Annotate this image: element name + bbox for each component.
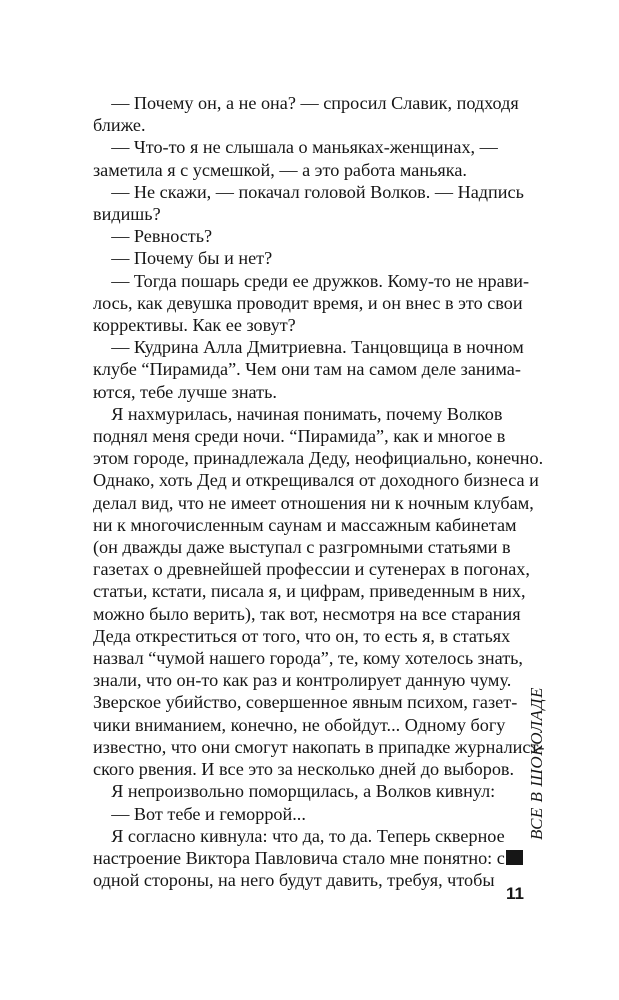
text-line: лось, как девушка проводит время, и он внес в это свои <box>93 292 523 313</box>
text-line: клубе “Пирамида”. Чем они там на самом деле занима- <box>93 359 521 380</box>
text-line: — Что-то я не слышала о маньяках-женщинах, — <box>93 137 498 158</box>
page-number: 11 <box>506 884 524 903</box>
running-title: ВСЕ В ШОКОЛАДЕ <box>527 687 546 840</box>
text-line: Я согласно кивнула: что да, то да. Теперь скверное <box>93 825 505 846</box>
text-line: знали, что он-то как раз и контролирует данную чуму. <box>93 670 512 691</box>
text-line: ского рвения. И все это за несколько дней до выборов. <box>93 759 515 780</box>
text-line: — Почему он, а не она? — спросил Славик, подходя <box>93 93 519 113</box>
text-line: назвал “чумой нашего города”, те, кому хотелось знать, <box>93 648 523 669</box>
text-line: — Ревность? <box>93 226 213 247</box>
text-line: Деда откреститься от того, что он, то есть я, в статьях <box>93 625 511 646</box>
text-line: делал вид, что не имеет отношения ни к ночным клубам, <box>93 492 534 513</box>
text-line: — Вот тебе и геморрой... <box>93 803 306 824</box>
text-line: настроение Виктора Павловича стало мне понятно: с <box>93 847 505 868</box>
text-line: Я непроизвольно поморщилась, а Волков кивнул: <box>93 781 496 802</box>
text-line: известно, что они смогут накопать в припадке журналист- <box>93 736 545 757</box>
text-line: одной стороны, на него будут давить, требуя, чтобы <box>93 870 495 891</box>
text-line: заметила я с усмешкой, — а это работа маньяка. <box>93 159 467 180</box>
text-line: ются, тебе лучше знать. <box>93 381 277 402</box>
text-line: Я нахмурилась, начиная понимать, почему Волков <box>93 403 503 424</box>
text-line: коррективы. Как ее зовут? <box>93 315 296 336</box>
text-line: чики вниманием, конечно, не обойдут... Одному богу <box>93 714 506 735</box>
text-line: — Тогда пошарь среди ее дружков. Кому-то не нрави- <box>93 270 530 291</box>
text-line: — Кудрина Алла Дмитриевна. Танцовщица в ночном <box>93 337 524 358</box>
text-line: (он дважды даже выступал с разгромными статьями в <box>93 537 511 558</box>
text-line: этом городе, принадлежала Деду, неофициально, конечно. <box>93 448 544 469</box>
text-line: — Не скажи, — покачал головой Волков. — Надпись <box>93 181 524 202</box>
text-line: можно было верить), так вот, несмотря на все старания <box>93 603 521 624</box>
text-line: газетах о древнейшей профессии и сутенерах в погонах, <box>93 559 530 580</box>
running-title-marker <box>506 850 523 865</box>
text-line: поднял меня среди ночи. “Пирамида”, как и многое в <box>93 426 506 447</box>
text-line: Однако, хоть Дед и открещивался от доходного бизнеса и <box>93 470 539 491</box>
text-line: Зверское убийство, совершенное явным психом, газет- <box>93 692 518 713</box>
text-line: ближе. <box>93 115 146 136</box>
text-line: статьи, кстати, писала я, и цифрам, приведенным в них, <box>93 581 526 602</box>
text-line: видишь? <box>93 204 161 225</box>
text-line: ни к многочисленным саунам и массажным кабинетам <box>93 514 517 535</box>
text-line: — Почему бы и нет? <box>93 248 273 269</box>
